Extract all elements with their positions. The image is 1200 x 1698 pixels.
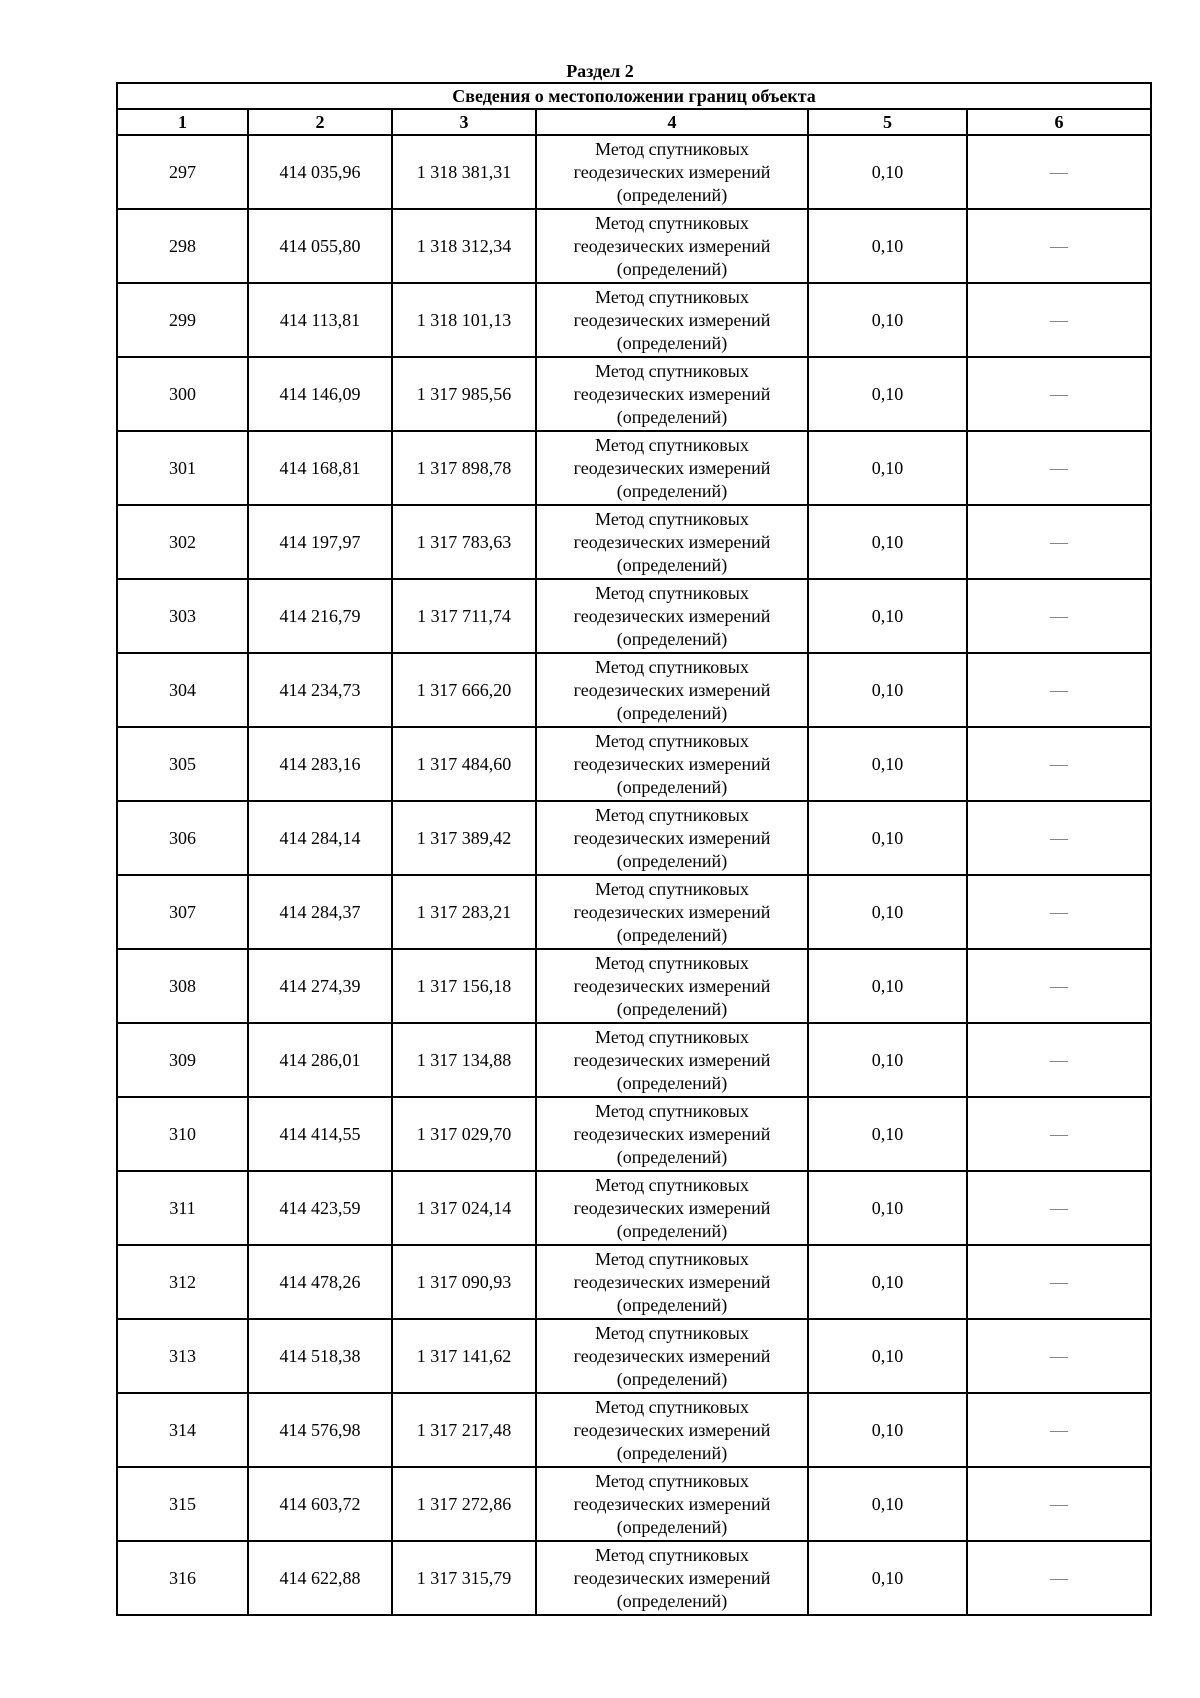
table-body bbox=[117, 135, 1151, 1615]
column-header-5: 5 bbox=[808, 109, 967, 135]
column-header-3: 3 bbox=[392, 109, 536, 135]
table-row bbox=[117, 1023, 1151, 1097]
method-cell: Метод спутниковых геодезических измерений (определений) bbox=[536, 357, 808, 431]
note-cell: — bbox=[967, 1171, 1151, 1245]
y-coordinate-cell: 1 317 898,78 bbox=[392, 431, 536, 505]
table-row bbox=[117, 1097, 1151, 1171]
section-title: Раздел 2 bbox=[566, 61, 634, 81]
note-cell: — bbox=[967, 1319, 1151, 1393]
x-coordinate-cell: 414 284,37 bbox=[248, 875, 392, 949]
note-cell: — bbox=[967, 1023, 1151, 1097]
x-coordinate-cell: 414 234,73 bbox=[248, 653, 392, 727]
note-cell: — bbox=[967, 1393, 1151, 1467]
point-number-cell: 307 bbox=[117, 875, 248, 949]
accuracy-cell: 0,10 bbox=[808, 1467, 967, 1541]
accuracy-cell: 0,10 bbox=[808, 579, 967, 653]
method-cell: Метод спутниковых геодезических измерений (определений) bbox=[536, 949, 808, 1023]
x-coordinate-cell: 414 283,16 bbox=[248, 727, 392, 801]
point-number-cell: 311 bbox=[117, 1171, 248, 1245]
method-cell: Метод спутниковых геодезических измерений (определений) bbox=[536, 1097, 808, 1171]
x-coordinate-cell: 414 576,98 bbox=[248, 1393, 392, 1467]
method-cell: Метод спутниковых геодезических измерений (определений) bbox=[536, 653, 808, 727]
y-coordinate-cell: 1 317 484,60 bbox=[392, 727, 536, 801]
x-coordinate-cell: 414 622,88 bbox=[248, 1541, 392, 1615]
method-cell: Метод спутниковых геодезических измерений (определений) bbox=[536, 1245, 808, 1319]
x-coordinate-cell: 414 168,81 bbox=[248, 431, 392, 505]
x-coordinate-cell: 414 478,26 bbox=[248, 1245, 392, 1319]
accuracy-cell: 0,10 bbox=[808, 283, 967, 357]
column-header-1: 1 bbox=[117, 109, 248, 135]
table-row bbox=[117, 209, 1151, 283]
note-cell: — bbox=[967, 1097, 1151, 1171]
table-row bbox=[117, 357, 1151, 431]
table-row bbox=[117, 431, 1151, 505]
y-coordinate-cell: 1 317 217,48 bbox=[392, 1393, 536, 1467]
table-row bbox=[117, 949, 1151, 1023]
accuracy-cell: 0,10 bbox=[808, 1541, 967, 1615]
y-coordinate-cell: 1 317 156,18 bbox=[392, 949, 536, 1023]
method-cell: Метод спутниковых геодезических измерений (определений) bbox=[536, 431, 808, 505]
accuracy-cell: 0,10 bbox=[808, 1245, 967, 1319]
boundary-coordinates-table bbox=[116, 82, 1152, 1616]
point-number-cell: 315 bbox=[117, 1467, 248, 1541]
method-cell: Метод спутниковых геодезических измерений (определений) bbox=[536, 801, 808, 875]
point-number-cell: 309 bbox=[117, 1023, 248, 1097]
point-number-cell: 305 bbox=[117, 727, 248, 801]
x-coordinate-cell: 414 414,55 bbox=[248, 1097, 392, 1171]
accuracy-cell: 0,10 bbox=[808, 1023, 967, 1097]
point-number-cell: 298 bbox=[117, 209, 248, 283]
table-row bbox=[117, 579, 1151, 653]
x-coordinate-cell: 414 113,81 bbox=[248, 283, 392, 357]
note-cell: — bbox=[967, 209, 1151, 283]
y-coordinate-cell: 1 317 283,21 bbox=[392, 875, 536, 949]
method-cell: Метод спутниковых геодезических измерений (определений) bbox=[536, 505, 808, 579]
point-number-cell: 316 bbox=[117, 1541, 248, 1615]
note-cell: — bbox=[967, 283, 1151, 357]
table-row bbox=[117, 727, 1151, 801]
y-coordinate-cell: 1 317 141,62 bbox=[392, 1319, 536, 1393]
point-number-cell: 302 bbox=[117, 505, 248, 579]
point-number-cell: 308 bbox=[117, 949, 248, 1023]
x-coordinate-cell: 414 146,09 bbox=[248, 357, 392, 431]
point-number-cell: 300 bbox=[117, 357, 248, 431]
x-coordinate-cell: 414 035,96 bbox=[248, 135, 392, 209]
note-cell: — bbox=[967, 431, 1151, 505]
point-number-cell: 306 bbox=[117, 801, 248, 875]
x-coordinate-cell: 414 603,72 bbox=[248, 1467, 392, 1541]
method-cell: Метод спутниковых геодезических измерений (определений) bbox=[536, 579, 808, 653]
accuracy-cell: 0,10 bbox=[808, 653, 967, 727]
note-cell: — bbox=[967, 357, 1151, 431]
table-row bbox=[117, 1467, 1151, 1541]
accuracy-cell: 0,10 bbox=[808, 209, 967, 283]
note-cell: — bbox=[967, 579, 1151, 653]
method-cell: Метод спутниковых геодезических измерений (определений) bbox=[536, 727, 808, 801]
method-cell: Метод спутниковых геодезических измерений (определений) bbox=[536, 135, 808, 209]
table-row bbox=[117, 801, 1151, 875]
method-cell: Метод спутниковых геодезических измерений (определений) bbox=[536, 209, 808, 283]
accuracy-cell: 0,10 bbox=[808, 949, 967, 1023]
note-cell: — bbox=[967, 505, 1151, 579]
x-coordinate-cell: 414 284,14 bbox=[248, 801, 392, 875]
point-number-cell: 310 bbox=[117, 1097, 248, 1171]
accuracy-cell: 0,10 bbox=[808, 1393, 967, 1467]
accuracy-cell: 0,10 bbox=[808, 1171, 967, 1245]
accuracy-cell: 0,10 bbox=[808, 135, 967, 209]
table-row bbox=[117, 283, 1151, 357]
column-header-2: 2 bbox=[248, 109, 392, 135]
method-cell: Метод спутниковых геодезических измерений (определений) bbox=[536, 283, 808, 357]
method-cell: Метод спутниковых геодезических измерений (определений) bbox=[536, 1023, 808, 1097]
note-cell: — bbox=[967, 949, 1151, 1023]
accuracy-cell: 0,10 bbox=[808, 357, 967, 431]
y-coordinate-cell: 1 318 381,31 bbox=[392, 135, 536, 209]
y-coordinate-cell: 1 317 029,70 bbox=[392, 1097, 536, 1171]
x-coordinate-cell: 414 216,79 bbox=[248, 579, 392, 653]
y-coordinate-cell: 1 318 101,13 bbox=[392, 283, 536, 357]
table-row bbox=[117, 135, 1151, 209]
note-cell: — bbox=[967, 135, 1151, 209]
y-coordinate-cell: 1 317 134,88 bbox=[392, 1023, 536, 1097]
x-coordinate-cell: 414 274,39 bbox=[248, 949, 392, 1023]
point-number-cell: 312 bbox=[117, 1245, 248, 1319]
x-coordinate-cell: 414 055,80 bbox=[248, 209, 392, 283]
table-caption-row bbox=[117, 83, 1151, 109]
method-cell: Метод спутниковых геодезических измерений (определений) bbox=[536, 875, 808, 949]
table-row bbox=[117, 653, 1151, 727]
table-row bbox=[117, 1171, 1151, 1245]
y-coordinate-cell: 1 317 315,79 bbox=[392, 1541, 536, 1615]
y-coordinate-cell: 1 318 312,34 bbox=[392, 209, 536, 283]
table-row bbox=[117, 1245, 1151, 1319]
note-cell: — bbox=[967, 1541, 1151, 1615]
method-cell: Метод спутниковых геодезических измерений (определений) bbox=[536, 1319, 808, 1393]
accuracy-cell: 0,10 bbox=[808, 875, 967, 949]
accuracy-cell: 0,10 bbox=[808, 727, 967, 801]
y-coordinate-cell: 1 317 389,42 bbox=[392, 801, 536, 875]
table-caption: Сведения о местоположении границ объекта bbox=[117, 83, 1151, 109]
method-cell: Метод спутниковых геодезических измерений (определений) bbox=[536, 1171, 808, 1245]
y-coordinate-cell: 1 317 024,14 bbox=[392, 1171, 536, 1245]
accuracy-cell: 0,10 bbox=[808, 1097, 967, 1171]
method-cell: Метод спутниковых геодезических измерений (определений) bbox=[536, 1467, 808, 1541]
table-row bbox=[117, 1319, 1151, 1393]
y-coordinate-cell: 1 317 711,74 bbox=[392, 579, 536, 653]
y-coordinate-cell: 1 317 272,86 bbox=[392, 1467, 536, 1541]
x-coordinate-cell: 414 286,01 bbox=[248, 1023, 392, 1097]
note-cell: — bbox=[967, 801, 1151, 875]
y-coordinate-cell: 1 317 783,63 bbox=[392, 505, 536, 579]
point-number-cell: 314 bbox=[117, 1393, 248, 1467]
accuracy-cell: 0,10 bbox=[808, 1319, 967, 1393]
method-cell: Метод спутниковых геодезических измерений (определений) bbox=[536, 1393, 808, 1467]
point-number-cell: 301 bbox=[117, 431, 248, 505]
x-coordinate-cell: 414 423,59 bbox=[248, 1171, 392, 1245]
point-number-cell: 299 bbox=[117, 283, 248, 357]
note-cell: — bbox=[967, 653, 1151, 727]
accuracy-cell: 0,10 bbox=[808, 431, 967, 505]
column-number-row bbox=[117, 109, 1151, 135]
point-number-cell: 297 bbox=[117, 135, 248, 209]
column-header-4: 4 bbox=[536, 109, 808, 135]
note-cell: — bbox=[967, 875, 1151, 949]
x-coordinate-cell: 414 518,38 bbox=[248, 1319, 392, 1393]
note-cell: — bbox=[967, 1245, 1151, 1319]
point-number-cell: 313 bbox=[117, 1319, 248, 1393]
table-row bbox=[117, 1541, 1151, 1615]
column-header-6: 6 bbox=[967, 109, 1151, 135]
note-cell: — bbox=[967, 727, 1151, 801]
method-cell: Метод спутниковых геодезических измерений (определений) bbox=[536, 1541, 808, 1615]
note-cell: — bbox=[967, 1467, 1151, 1541]
y-coordinate-cell: 1 317 985,56 bbox=[392, 357, 536, 431]
point-number-cell: 303 bbox=[117, 579, 248, 653]
point-number-cell: 304 bbox=[117, 653, 248, 727]
accuracy-cell: 0,10 bbox=[808, 505, 967, 579]
y-coordinate-cell: 1 317 666,20 bbox=[392, 653, 536, 727]
table-row bbox=[117, 875, 1151, 949]
table-row bbox=[117, 1393, 1151, 1467]
y-coordinate-cell: 1 317 090,93 bbox=[392, 1245, 536, 1319]
x-coordinate-cell: 414 197,97 bbox=[248, 505, 392, 579]
accuracy-cell: 0,10 bbox=[808, 801, 967, 875]
table-row bbox=[117, 505, 1151, 579]
